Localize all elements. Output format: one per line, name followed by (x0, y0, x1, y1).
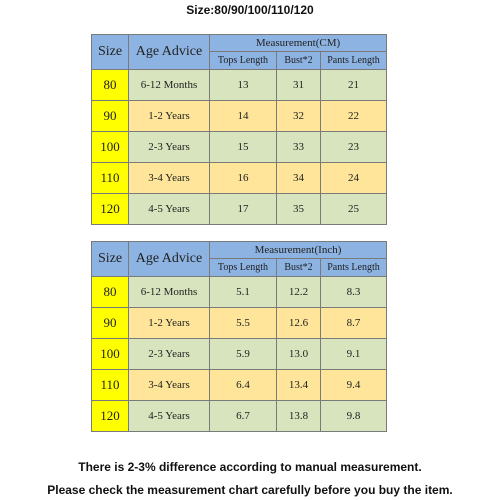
bust-cell: 31 (277, 70, 321, 101)
tops-length-cell: 5.9 (210, 339, 277, 370)
tops-length-cell: 5.5 (210, 308, 277, 339)
header-age-advice: Age Advice (129, 35, 210, 70)
size-cell: 100 (92, 132, 129, 163)
bust-cell: 34 (277, 163, 321, 194)
pants-length-cell: 8.7 (321, 308, 387, 339)
header-bust: Bust*2 (277, 52, 321, 70)
header-tops-length: Tops Length (210, 52, 277, 70)
size-cell: 120 (92, 194, 129, 225)
size-cell: 80 (92, 277, 129, 308)
pants-length-cell: 9.1 (321, 339, 387, 370)
page-title: Size:80/90/100/110/120 (186, 3, 314, 17)
header-size: Size (92, 35, 129, 70)
tops-length-cell: 15 (210, 132, 277, 163)
size-cell: 110 (92, 163, 129, 194)
header-pants-length: Pants Length (321, 259, 387, 277)
tops-length-cell: 6.7 (210, 401, 277, 432)
measurement-difference-note: There is 2-3% difference according to manual measurement. (78, 460, 422, 474)
size-table-cm (91, 34, 387, 225)
bust-cell: 33 (277, 132, 321, 163)
tops-length-cell: 16 (210, 163, 277, 194)
header-measurement: Measurement(Inch) (210, 242, 387, 259)
size-cell: 110 (92, 370, 129, 401)
pants-length-cell: 23 (321, 132, 387, 163)
header-size: Size (92, 242, 129, 277)
header-tops-length: Tops Length (210, 259, 277, 277)
age-cell: 3-4 Years (129, 163, 210, 194)
age-cell: 2-3 Years (129, 339, 210, 370)
pants-length-cell: 24 (321, 163, 387, 194)
size-cell: 90 (92, 101, 129, 132)
bust-cell: 12.6 (277, 308, 321, 339)
tops-length-cell: 14 (210, 101, 277, 132)
table-row (92, 277, 387, 308)
table-row (92, 401, 387, 432)
age-cell: 2-3 Years (129, 132, 210, 163)
pants-length-cell: 8.3 (321, 277, 387, 308)
size-table-inch (91, 241, 387, 432)
table-row (92, 370, 387, 401)
header-pants-length: Pants Length (321, 52, 387, 70)
size-cell: 80 (92, 70, 129, 101)
age-cell: 6-12 Months (129, 70, 210, 101)
pants-length-cell: 25 (321, 194, 387, 225)
header-bust: Bust*2 (277, 259, 321, 277)
age-cell: 1-2 Years (129, 308, 210, 339)
bust-cell: 13.4 (277, 370, 321, 401)
bust-cell: 13.0 (277, 339, 321, 370)
check-chart-note: Please check the measurement chart carefully before you buy the item. (47, 483, 453, 497)
table-row (92, 194, 387, 225)
age-cell: 6-12 Months (129, 277, 210, 308)
tops-length-cell: 5.1 (210, 277, 277, 308)
table-row (92, 308, 387, 339)
table-row (92, 339, 387, 370)
size-cell: 100 (92, 339, 129, 370)
bust-cell: 35 (277, 194, 321, 225)
bust-cell: 12.2 (277, 277, 321, 308)
pants-length-cell: 21 (321, 70, 387, 101)
tops-length-cell: 13 (210, 70, 277, 101)
age-cell: 4-5 Years (129, 401, 210, 432)
table-row (92, 163, 387, 194)
header-age-advice: Age Advice (129, 242, 210, 277)
pants-length-cell: 9.4 (321, 370, 387, 401)
age-cell: 3-4 Years (129, 370, 210, 401)
bust-cell: 32 (277, 101, 321, 132)
table-row (92, 70, 387, 101)
age-cell: 4-5 Years (129, 194, 210, 225)
size-cell: 90 (92, 308, 129, 339)
header-measurement: Measurement(CM) (210, 35, 387, 52)
pants-length-cell: 22 (321, 101, 387, 132)
age-cell: 1-2 Years (129, 101, 210, 132)
tops-length-cell: 6.4 (210, 370, 277, 401)
size-cell: 120 (92, 401, 129, 432)
pants-length-cell: 9.8 (321, 401, 387, 432)
table-row (92, 101, 387, 132)
bust-cell: 13.8 (277, 401, 321, 432)
table-row (92, 132, 387, 163)
tops-length-cell: 17 (210, 194, 277, 225)
